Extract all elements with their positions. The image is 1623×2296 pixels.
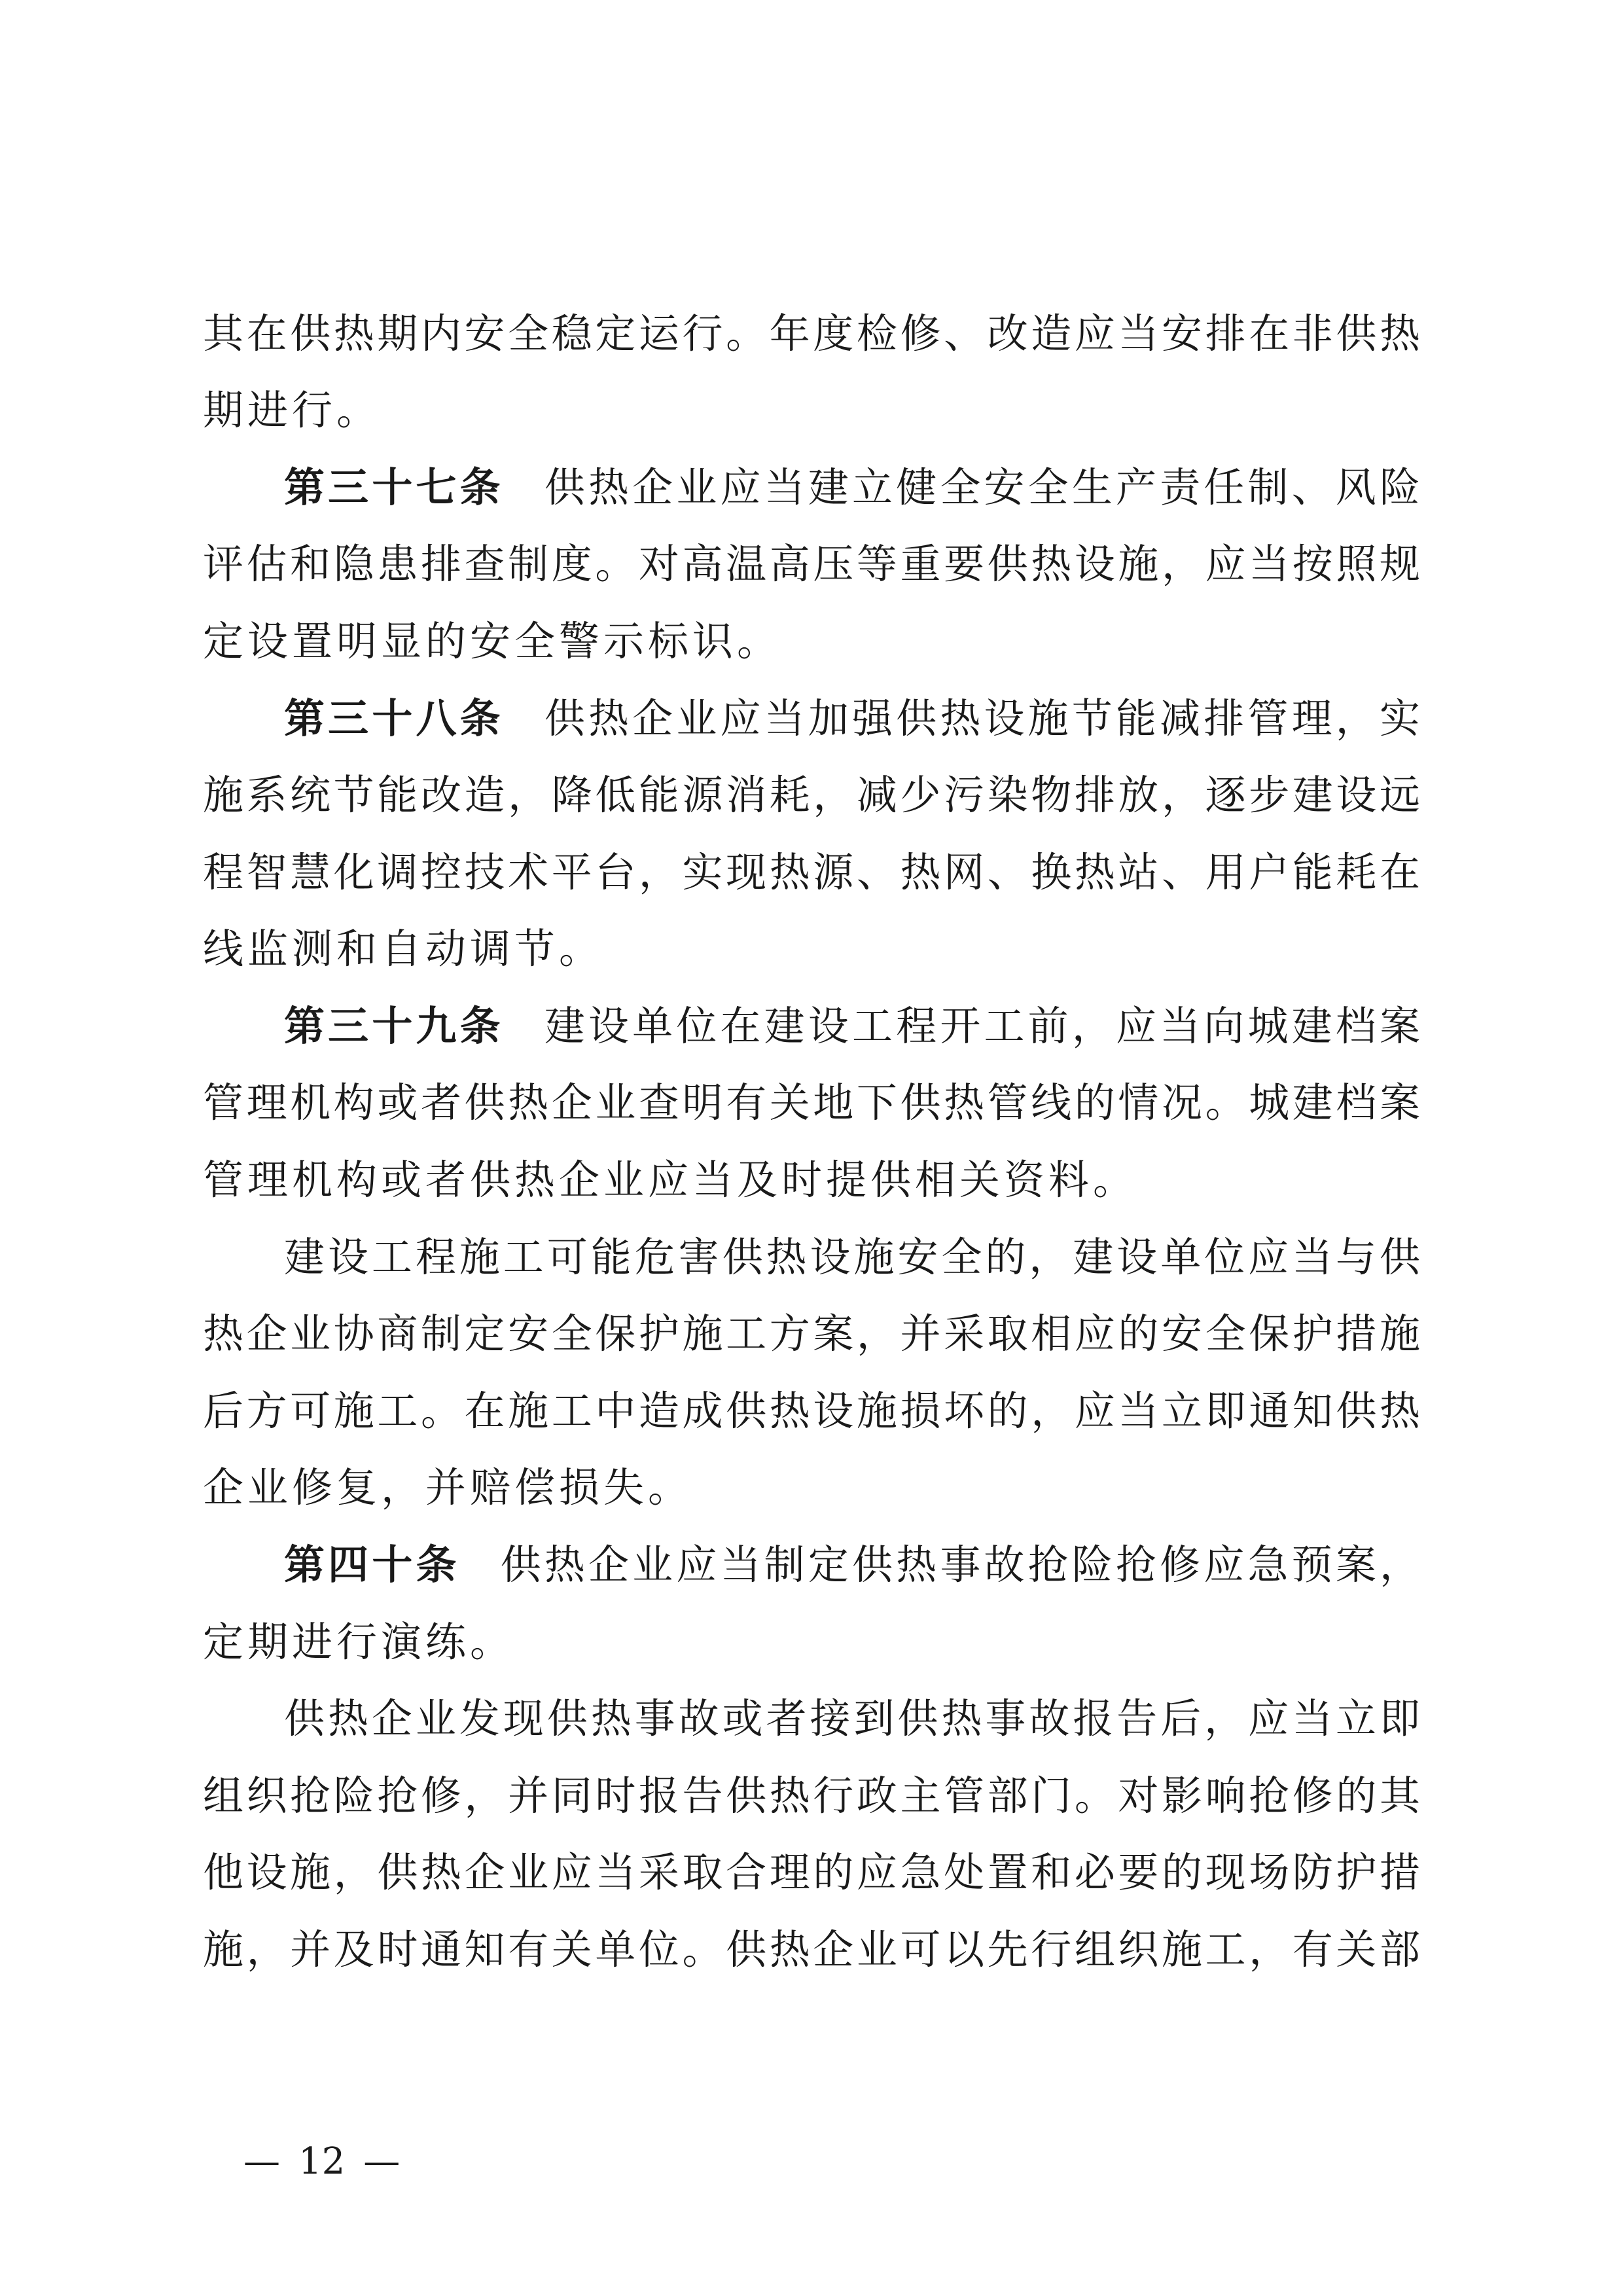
text-line: 供热企业应当加强供热设施节能减排管理，实 xyxy=(544,694,1420,742)
text-line: 其在供热期内安全稳定运行。年度检修、改造应当安排在非供热 xyxy=(203,310,1420,357)
page-number-dash-right: — xyxy=(363,2140,401,2183)
article-40-first-line xyxy=(284,1535,1420,1594)
text-line: 企业修复，并赔偿损失。 xyxy=(203,1463,693,1511)
text-line: 他设施，供热企业应当采取合理的应急处置和必要的现场防护措 xyxy=(203,1848,1420,1896)
text-line: 管理机构或者供热企业查明有关地下供热管线的情况。城建档案 xyxy=(203,1079,1420,1126)
text-line: 施，并及时通知有关单位。供热企业可以先行组织施工，有关部 xyxy=(203,1926,1420,1973)
text-line: 热企业协商制定安全保护施工方案，并采取相应的安全保护措施 xyxy=(203,1310,1420,1357)
text-line: 定期进行演练。 xyxy=(203,1618,515,1666)
page-number-footer xyxy=(243,2139,400,2185)
text-line: 供热企业应当建立健全安全生产责任制、风险 xyxy=(544,463,1420,511)
article-38-first-line xyxy=(284,689,1420,748)
text-line: 程智慧化调控技术平台，实现热源、热网、换热站、用户能耗在 xyxy=(203,848,1420,896)
text-line: 建设工程施工可能危害供热设施安全的，建设单位应当与供 xyxy=(284,1233,1420,1281)
text-line: 线监测和自动调节。 xyxy=(203,925,604,973)
text-line: 评估和隐患排查制度。对高温高压等重要供热设施，应当按照规 xyxy=(203,540,1420,588)
text-line: 定设置明显的安全警示标识。 xyxy=(203,617,782,665)
page-number: 12 xyxy=(298,2140,346,2183)
article-39-first-line xyxy=(284,997,1420,1056)
article-heading: 第三十八条 xyxy=(284,694,504,742)
text-line: 建设单位在建设工程开工前，应当向城建档案 xyxy=(544,1002,1420,1050)
text-line: 施系统节能改造，降低能源消耗，减少污染物排放，逐步建设远 xyxy=(203,771,1420,819)
text-line: 后方可施工。在施工中造成供热设施损坏的，应当立即通知供热 xyxy=(203,1387,1420,1435)
text-line: 期进行。 xyxy=(203,386,382,434)
text-line: 管理机构或者供热企业应当及时提供相关资料。 xyxy=(203,1156,1138,1204)
article-heading: 第三十九条 xyxy=(284,1002,504,1050)
text-line: 供热企业应当制定供热事故抢险抢修应急预案， xyxy=(500,1541,1420,1588)
page-number-dash-left: — xyxy=(243,2140,280,2183)
article-heading: 第三十七条 xyxy=(284,463,504,511)
article-37-first-line xyxy=(284,458,1420,517)
text-line: 供热企业发现供热事故或者接到供热事故报告后，应当立即 xyxy=(284,1695,1420,1742)
text-line: 组织抢险抢修，并同时报告供热行政主管部门。对影响抢修的其 xyxy=(203,1772,1420,1820)
article-heading: 第四十条 xyxy=(284,1541,460,1588)
